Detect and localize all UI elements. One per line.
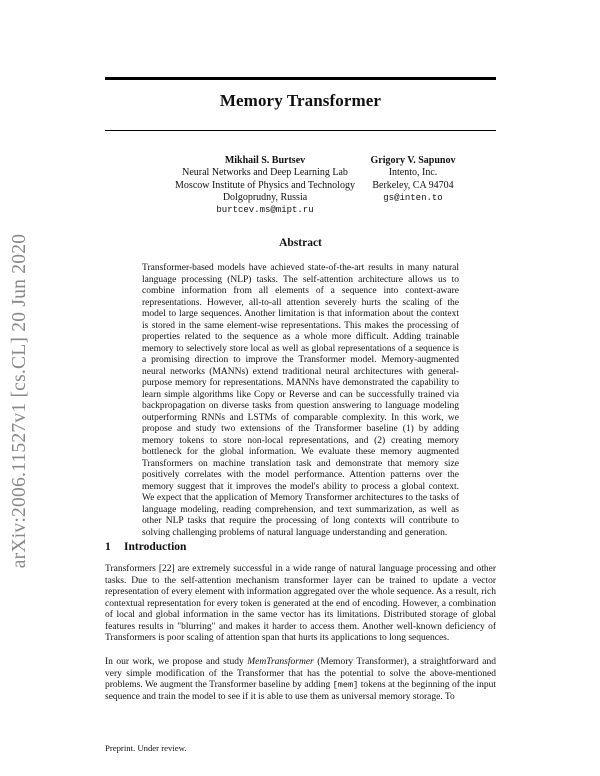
author-name: Grigory V. Sapunov (370, 155, 456, 166)
author-affiliation: Neural Networks and Deep Learning Lab (182, 167, 348, 179)
intro-paragraph-2-text: (Memory Transformer), a straightforward and very simple modification of the Transformer that has the potential to solve the above-mentioned problems. We augment the Transformer baseline by adding (105, 657, 496, 691)
section-heading-introduction (105, 541, 186, 553)
title-bottom-rule (105, 130, 496, 131)
section-title: Introduction (124, 541, 187, 553)
abstract-heading: Abstract (279, 237, 322, 249)
arxiv-side-stamp (7, 214, 33, 588)
memtransformer-term: MemTransformer (247, 657, 314, 667)
author-block-2 (358, 155, 468, 204)
author-location: Dolgoprudny, Russia (222, 191, 308, 203)
author-location: Berkeley, CA 94704 (372, 179, 454, 191)
author-block-1 (160, 155, 370, 216)
intro-paragraph-1: Transformers [22] are extremely successful in a wide range of natural language processing and other tasks. Due to the self-attention mechanism transformer layer can be trained to update a vector representation of every element with information aggregated over the whole sequence. As a result, rich contextual representation for every token is generated at the end of encoding. However, a combination of local and global information in the same vector has its limitations. Distributed storage of global features results in "blurring" and makes it harder to access them. Another well-known deficiency of Transformers is poor scaling of attention span that hurts its applications to long sequences. (105, 564, 496, 644)
abstract-body: Transformer-based models have achieved state-of-the-art results in many natural language processing (NLP) tasks. The self-attention architecture allows us to combine information from all elements of a sequence into context-aware representations. However, all-to-all attention severely hurts the scaling of the model to large sequences. Another limitation is that information about the context is stored in the same element-wise representations. This makes the processing of properties related to the sequence as a whole more difficult. Adding trainable memory to selectively store local as well as global representations of a sequence is a promising direction to improve the Transformer model. Memory-augmented neural networks (MANNs) extend traditional neural architectures with general-purpose memory for representations. MANNs have demonstrated the capability to learn simple algorithms like Copy or Reverse and can be successfully trained via backpropagation on diverse tasks from question answering to language modeling outperforming RNNs and LSTMs of comparable complexity. In this work, we propose and study two extensions of the Transformer baseline (1) by adding memory tokens to store non-local representations, and (2) creating memory bottleneck for the global information. We evaluate these memory augmented Transformers on machine translation task and demonstrate that memory size positively correlates with the model performance. Attention patterns over the memory suggest that it improves the model's ability to process a global context. We expect that the application of Memory Transformer architectures to the tasks of language modeling, reading comprehension, and text summarization, as well as other NLP tasks that require the processing of long contexts will contribute to solving challenging problems of natural language understanding and generation. (142, 263, 459, 538)
intro-paragraph-2-text: tokens at the beginning of the input sequence and train the model to see if it is able to use them as universal memory storage. To (105, 680, 496, 702)
section-number: 1 (105, 541, 111, 553)
intro-paragraph-2 (105, 657, 496, 703)
author-affiliation: Intento, Inc. (388, 167, 438, 179)
author-email: burtcev.ms@mipt.ru (216, 205, 314, 216)
author-email: gs@inten.to (383, 192, 443, 203)
title-top-rule (105, 77, 496, 80)
arxiv-identifier: arXiv:2006.11527v1 [cs.CL] 20 Jun 2020 (9, 233, 30, 569)
paper-title: Memory Transformer (219, 91, 382, 110)
mem-token-code: [mem] (332, 680, 359, 691)
preprint-footer: Preprint. Under review. (105, 743, 187, 753)
author-name: Mikhail S. Burtsev (224, 155, 306, 166)
author-affiliation: Moscow Institute of Physics and Technology (175, 179, 355, 191)
intro-paragraph-2-text: In our work, we propose and study (105, 657, 248, 667)
